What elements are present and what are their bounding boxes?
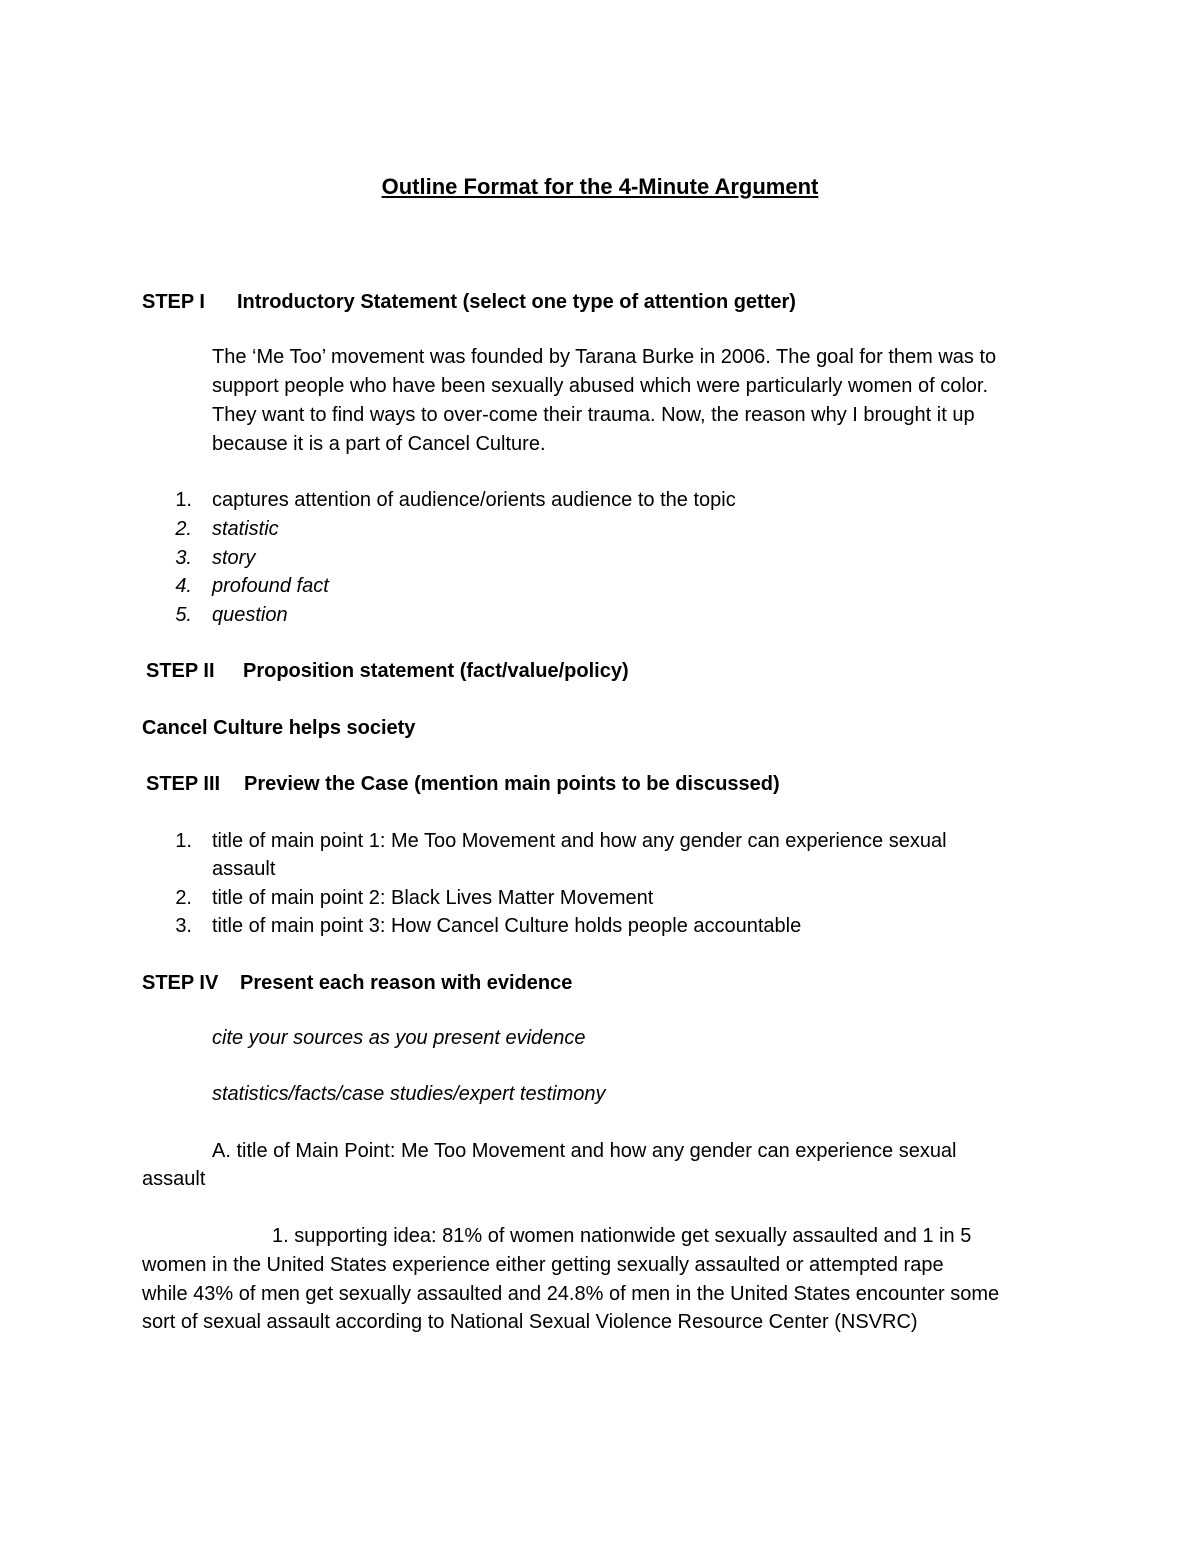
evidence-types-note: statistics/facts/case studies/expert testimony <box>212 1083 606 1105</box>
list-number: 1. <box>175 489 192 511</box>
list-item: captures attention of audience/orients audience to the topic <box>212 489 736 511</box>
supporting-idea-line: sort of sexual assault according to National Sexual Violence Resource Center (NSVRC) <box>142 1311 918 1333</box>
step-3-heading: Preview the Case (mention main points to be discussed) <box>244 773 780 795</box>
list-item: statistic <box>212 518 279 540</box>
step-1-heading: Introductory Statement (select one type of attention getter) <box>237 291 796 313</box>
list-number: 3. <box>175 915 192 937</box>
step-1-paragraph-line: because it is a part of Cancel Culture. <box>212 433 546 455</box>
list-number: 5. <box>175 604 192 626</box>
step-1-paragraph-line: The ‘Me Too’ movement was founded by Tarana Burke in 2006. The goal for them was to <box>212 346 997 368</box>
main-point-a: A. title of Main Point: Me Too Movement and how any gender can experience sexual <box>212 1140 957 1162</box>
list-number: 4. <box>175 575 192 597</box>
step-3-label: STEP III <box>146 773 221 795</box>
page-title: Outline Format for the 4-Minute Argument <box>381 174 819 199</box>
list-item: title of main point 3: How Cancel Culture holds people accountable <box>212 915 802 937</box>
step-1-label: STEP I <box>142 291 205 313</box>
list-item: profound fact <box>212 575 329 597</box>
step-2-label: STEP II <box>146 660 215 682</box>
list-number: 2. <box>175 887 192 909</box>
supporting-idea-line: while 43% of men get sexually assaulted and 24.8% of men in the United States encounter some <box>142 1283 1000 1305</box>
step-2-heading: Proposition statement (fact/value/policy) <box>243 660 629 682</box>
list-item: title of main point 1: Me Too Movement and how any gender can experience sexual <box>212 830 947 852</box>
list-number: 3. <box>175 547 192 569</box>
list-item: title of main point 2: Black Lives Matter Movement <box>212 887 654 909</box>
list-item-continuation: assault <box>212 858 276 880</box>
list-number: 1. <box>175 830 192 852</box>
step-1-paragraph-line: They want to find ways to over-come their trauma. Now, the reason why I brought it up <box>212 404 975 426</box>
evidence-note: cite your sources as you present evidence <box>212 1027 586 1049</box>
list-item: story <box>212 547 256 569</box>
step-4-label: STEP IV <box>142 972 219 994</box>
list-number: 2. <box>175 518 192 540</box>
step-4-heading: Present each reason with evidence <box>240 972 573 994</box>
supporting-idea-line: women in the United States experience either getting sexually assaulted or attempted rape <box>142 1254 944 1276</box>
proposition-statement: Cancel Culture helps society <box>142 717 416 739</box>
step-1-paragraph-line: support people who have been sexually abused which were particularly women of color. <box>212 375 989 397</box>
supporting-idea-line: 1. supporting idea: 81% of women nationwide get sexually assaulted and 1 in 5 <box>272 1225 972 1247</box>
list-item: question <box>212 604 288 626</box>
main-point-a-continuation: assault <box>142 1168 206 1190</box>
